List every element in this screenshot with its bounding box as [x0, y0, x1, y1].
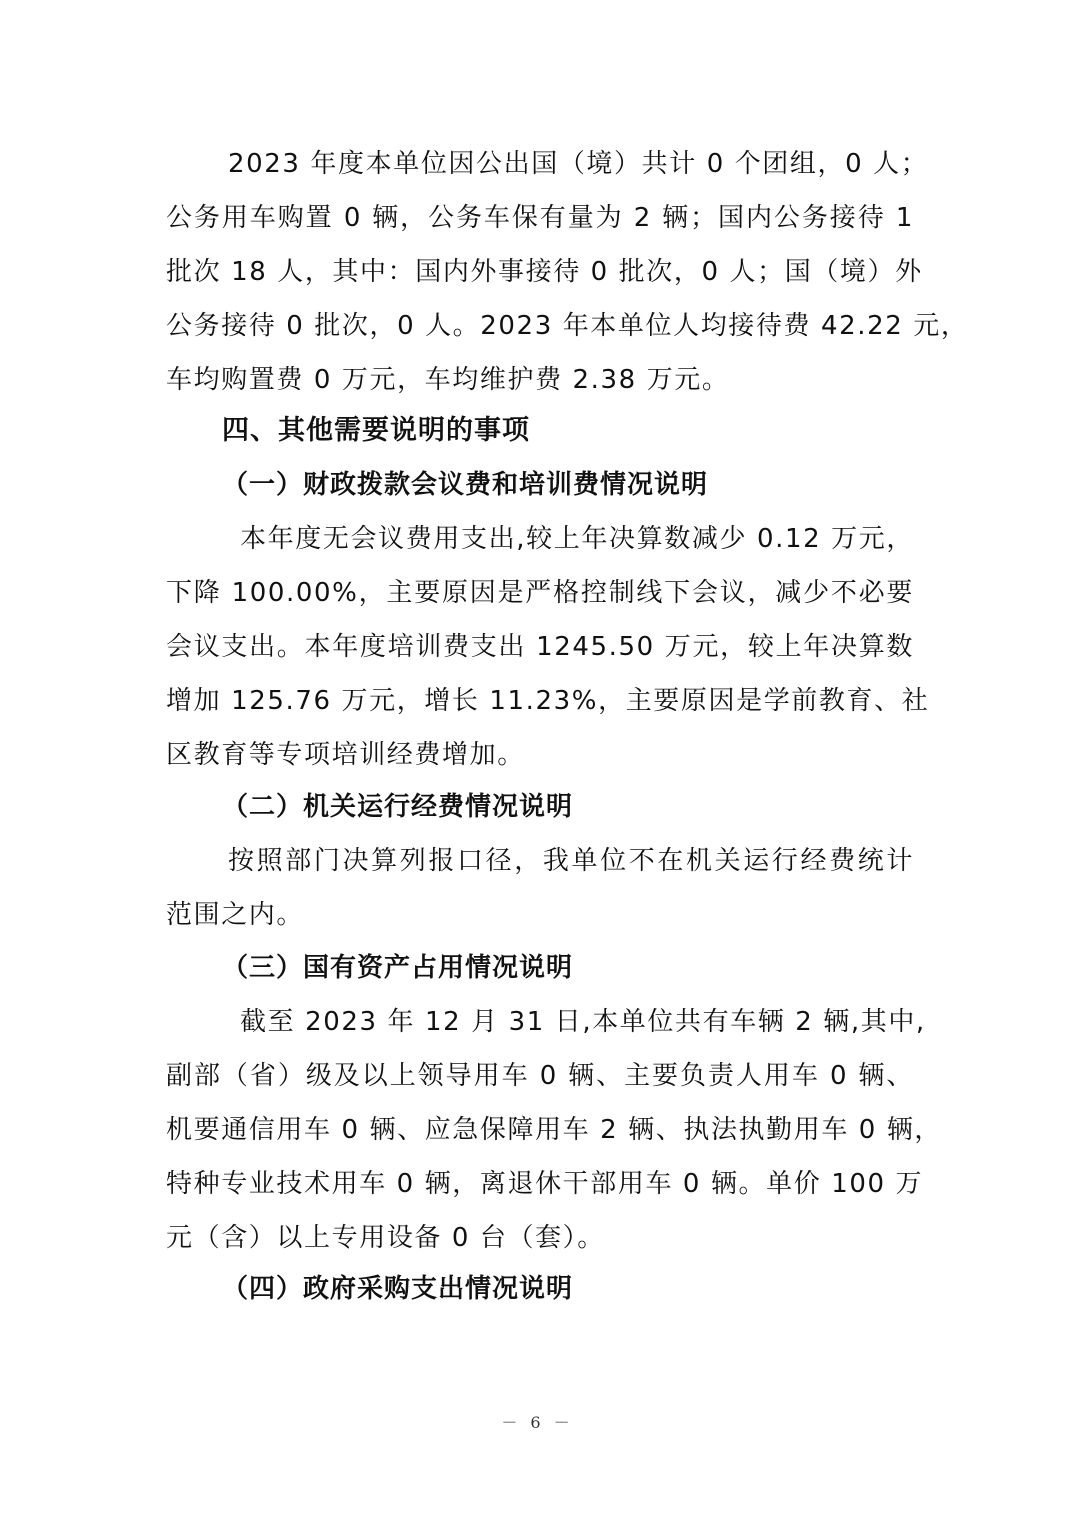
paragraph-line: 本年度无会议费用支出,较上年决算数减少 0.12 万元，	[240, 524, 914, 554]
paragraph-line: 按照部门决算列报口径，我单位不在机关运行经费统计	[228, 846, 914, 876]
paragraph-line: 机要通信用车 0 辆、应急保障用车 2 辆、执法执勤用车 0 辆，	[166, 1115, 943, 1145]
paragraph-line: 公务接待 0 批次，0 人。2023 年本单位人均接待费 42.22 元，	[166, 311, 969, 341]
paragraph-line: 截至 2023 年 12 月 31 日,本单位共有车辆 2 辆,其中,	[240, 1007, 926, 1037]
subsection-heading: （一）财政拨款会议费和培训费情况说明	[222, 470, 709, 500]
paragraph-line: 会议支出。本年度培训费支出 1245.50 万元，较上年决算数	[166, 632, 914, 662]
paragraph-line: 范围之内。	[166, 900, 305, 930]
paragraph-line: 批次 18 人，其中：国内外事接待 0 批次，0 人；国（境）外	[166, 257, 923, 287]
paragraph-line: 副部（省）级及以上领导用车 0 辆、主要负责人用车 0 辆、	[166, 1061, 914, 1091]
subsection-heading: （四）政府采购支出情况说明	[222, 1274, 574, 1304]
paragraph-line: 下降 100.00%，主要原因是严格控制线下会议，减少不必要	[166, 578, 914, 608]
subsection-heading: （二）机关运行经费情况说明	[222, 792, 574, 822]
paragraph-line: 增加 125.76 万元，增长 11.23%，主要原因是学前教育、社	[166, 686, 930, 716]
paragraph-line: 元（含）以上专用设备 0 台（套）。	[166, 1223, 605, 1253]
paragraph-line: 2023 年度本单位因公出国（境）共计 0 个团组，0 人；	[228, 149, 929, 179]
page-number: － 6 －	[501, 1413, 574, 1432]
section-heading: 四、其他需要说明的事项	[222, 415, 530, 446]
paragraph-line: 特种专业技术用车 0 辆，离退休干部用车 0 辆。单价 100 万	[166, 1169, 924, 1199]
paragraph-line: 公务用车购置 0 辆，公务车保有量为 2 辆；国内公务接待 1	[166, 203, 914, 233]
paragraph-line: 车均购置费 0 万元，车均维护费 2.38 万元。	[166, 365, 730, 395]
subsection-heading: （三）国有资产占用情况说明	[222, 953, 574, 983]
paragraph-line: 区教育等专项培训经费增加。	[166, 740, 525, 770]
